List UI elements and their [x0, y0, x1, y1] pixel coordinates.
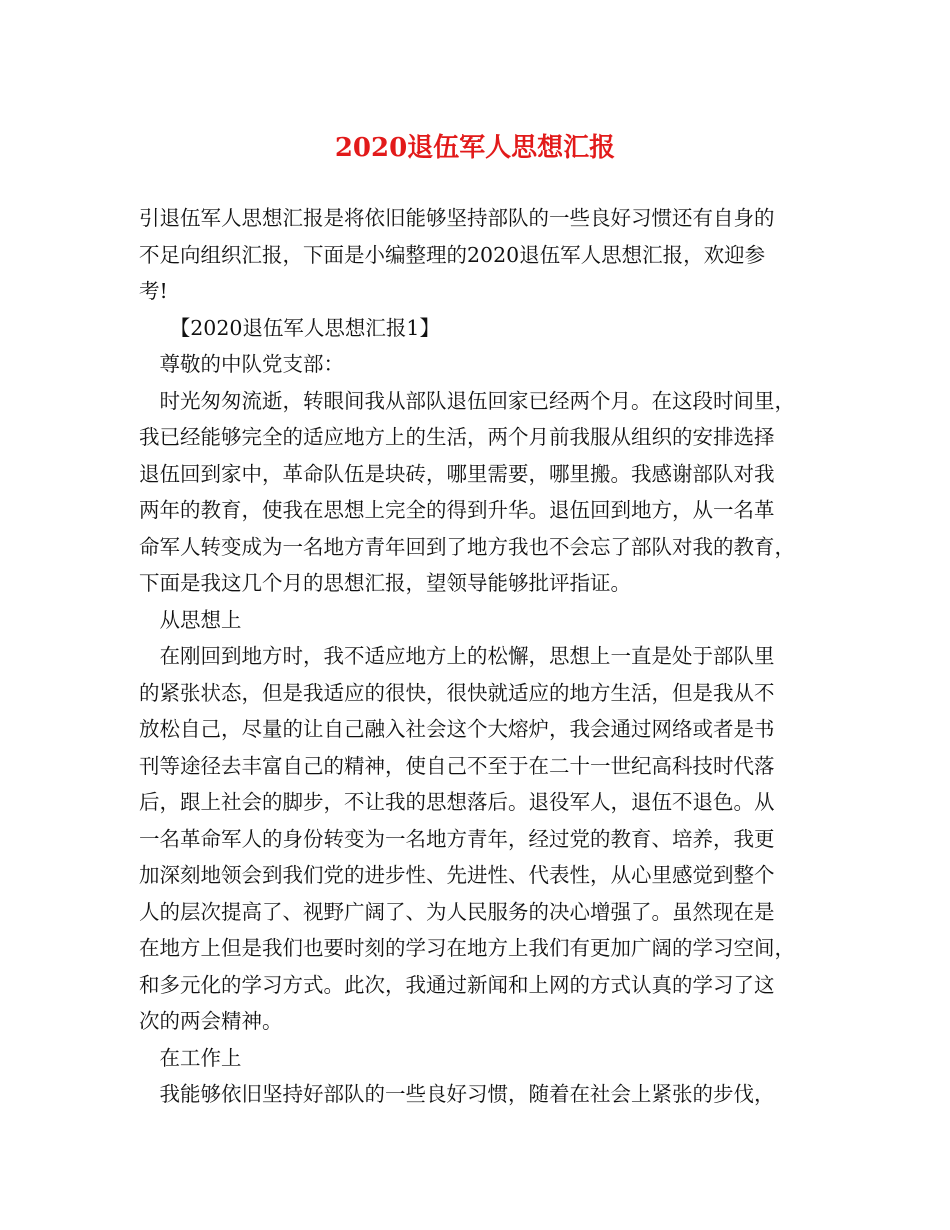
body-line: 人的层次提高了、视野广阔了、为人民服务的决心增强了。虽然现在是	[139, 899, 775, 924]
body-line: 命军人转变成为一名地方青年回到了地方我也不会忘了部队对我的教育，	[139, 534, 795, 559]
body-line: 放松自己，尽量的让自己融入社会这个大熔炉，我会通过网络或者是书	[139, 717, 775, 741]
body-line: 后，跟上社会的脚步，不让我的思想落后。退役军人，退伍不退色。从	[139, 790, 775, 814]
body-line: 两年的教育，使我在思想上完全的得到升华。退伍回到地方，从一名革	[139, 498, 775, 522]
body-line: 我已经能够完全的适应地方上的生活，两个月前我服从组织的安排选择	[139, 425, 775, 449]
body-line: 退伍回到家中，革命队伍是块砖，哪里需要，哪里搬。我感谢部队对我	[139, 461, 775, 486]
body-line: 不足向组织汇报，下面是小编整理的2020退伍军人思想汇报，欢迎参	[139, 242, 766, 267]
body-line: 刊等途径去丰富自己的精神，使自己不至于在二十一世纪高科技时代落	[139, 753, 775, 778]
body-line: 在地方上但是我们也要时刻的学习在地方上我们有更加广阔的学习空间，	[139, 936, 795, 960]
body-line: 时光匆匆流逝，转眼间我从部队退伍回家已经两个月。在这段时间里，	[139, 388, 795, 413]
document-title: 2020退伍军人思想汇报	[334, 133, 616, 163]
section-heading: 【2020退伍军人思想汇报1】	[139, 315, 440, 340]
document-body	[139, 200, 819, 1113]
body-line: 考!	[139, 279, 168, 303]
subheading: 在工作上	[139, 1045, 242, 1070]
body-line: 的紧张状态，但是我适应的很快，很快就适应的地方生活，但是我从不	[139, 680, 775, 705]
body-line: 次的两会精神。	[139, 1009, 283, 1033]
body-line: 一名革命军人的身份转变为一名地方青年，经过党的教育、培养，我更	[139, 826, 775, 851]
body-line: 我能够依旧坚持好部队的一些良好习惯，随着在社会上紧张的步伐，	[139, 1082, 775, 1106]
subheading: 从思想上	[139, 607, 242, 632]
body-line: 在刚回到地方时，我不适应地方上的松懈，思想上一直是处于部队里	[139, 644, 775, 668]
body-line: 下面是我这几个月的思想汇报，望领导能够批评指证。	[139, 571, 631, 595]
body-line: 加深刻地领会到我们党的进步性、先进性、代表性，从心里感觉到整个	[139, 863, 775, 887]
body-line: 引退伍军人思想汇报是将依旧能够坚持部队的一些良好习惯还有自身的	[139, 206, 775, 230]
body-line: 和多元化的学习方式。此次，我通过新闻和上网的方式认真的学习了这	[139, 972, 775, 997]
salutation: 尊敬的中队党支部：	[139, 352, 344, 376]
